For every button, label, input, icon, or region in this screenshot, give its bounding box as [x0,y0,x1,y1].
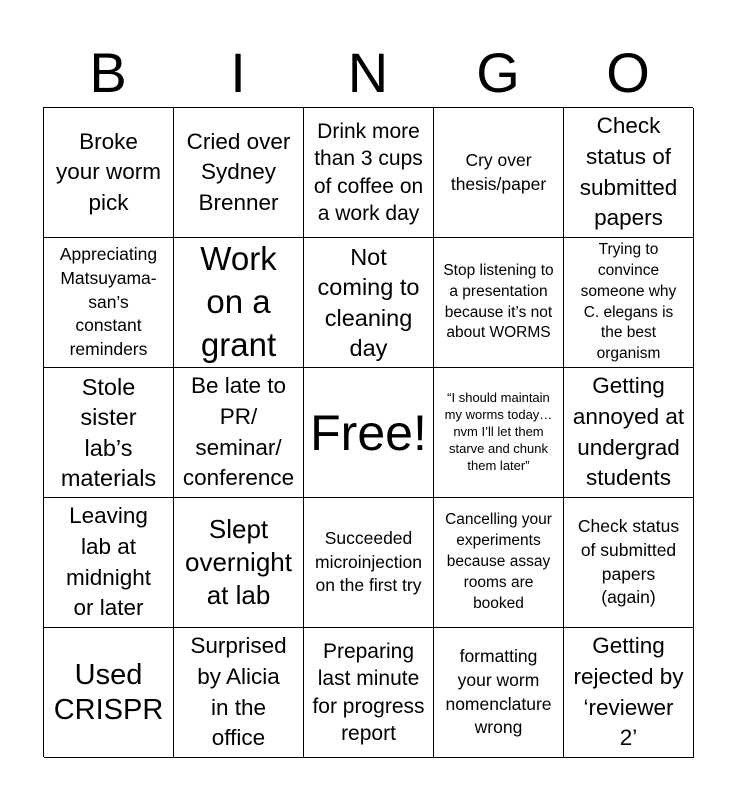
bingo-cell[interactable]: Stole sister lab’s materials [44,368,174,498]
bingo-cell[interactable]: Succeeded microinjection on the first try [304,498,434,628]
bingo-cell[interactable]: Slept overnight at lab [174,498,304,628]
header-letter-g: G [476,41,520,104]
bingo-cell[interactable]: Cancelling your experiments because assay rooms are booked [434,498,564,628]
header-letter-n: N [347,41,389,104]
bingo-cell[interactable]: Cried over Sydney Brenner [174,108,304,238]
bingo-cell[interactable]: Leaving lab at midnight or later [44,498,174,628]
bingo-cell[interactable]: Used CRISPR [44,628,174,758]
bingo-cell[interactable]: Stop listening to a presentation because it’s not about WORMS [434,238,564,368]
bingo-cell[interactable]: Getting rejected by ‘reviewer 2’ [564,628,694,758]
bingo-cell[interactable]: Cry over thesis/paper [434,108,564,238]
bingo-cell[interactable]: formatting your worm nomenclature wrong [434,628,564,758]
header-letter-b: B [89,41,127,104]
bingo-cell[interactable]: Appreciating Matsuyama- san’s constant reminders [44,238,174,368]
bingo-cell[interactable]: Drink more than 3 cups of coffee on a work day [304,108,434,238]
bingo-cell[interactable]: Surprised by Alicia in the office [174,628,304,758]
bingo-cell[interactable]: Be late to PR/ seminar/ conference [174,368,304,498]
header-letter-i: I [230,41,246,104]
bingo-cell[interactable]: Check status of submitted papers [564,108,694,238]
bingo-cell[interactable]: Work on a grant [174,238,304,368]
bingo-cell[interactable]: “I should maintain my worms today… nvm I’ll let them starve and chunk them later” [434,368,564,498]
bingo-cell[interactable]: Check status of submitted papers (again) [564,498,694,628]
bingo-grid [43,107,693,757]
bingo-header [43,40,693,106]
free-space-cell[interactable]: Free! [304,368,434,498]
bingo-cell[interactable]: Preparing last minute for progress report [304,628,434,758]
bingo-cell[interactable]: Getting annoyed at undergrad students [564,368,694,498]
bingo-cell[interactable]: Not coming to cleaning day [304,238,434,368]
header-letter-o: O [606,41,650,104]
bingo-cell[interactable]: Broke your worm pick [44,108,174,238]
bingo-cell[interactable]: Trying to convince someone why C. elegans is the best organism [564,238,694,368]
